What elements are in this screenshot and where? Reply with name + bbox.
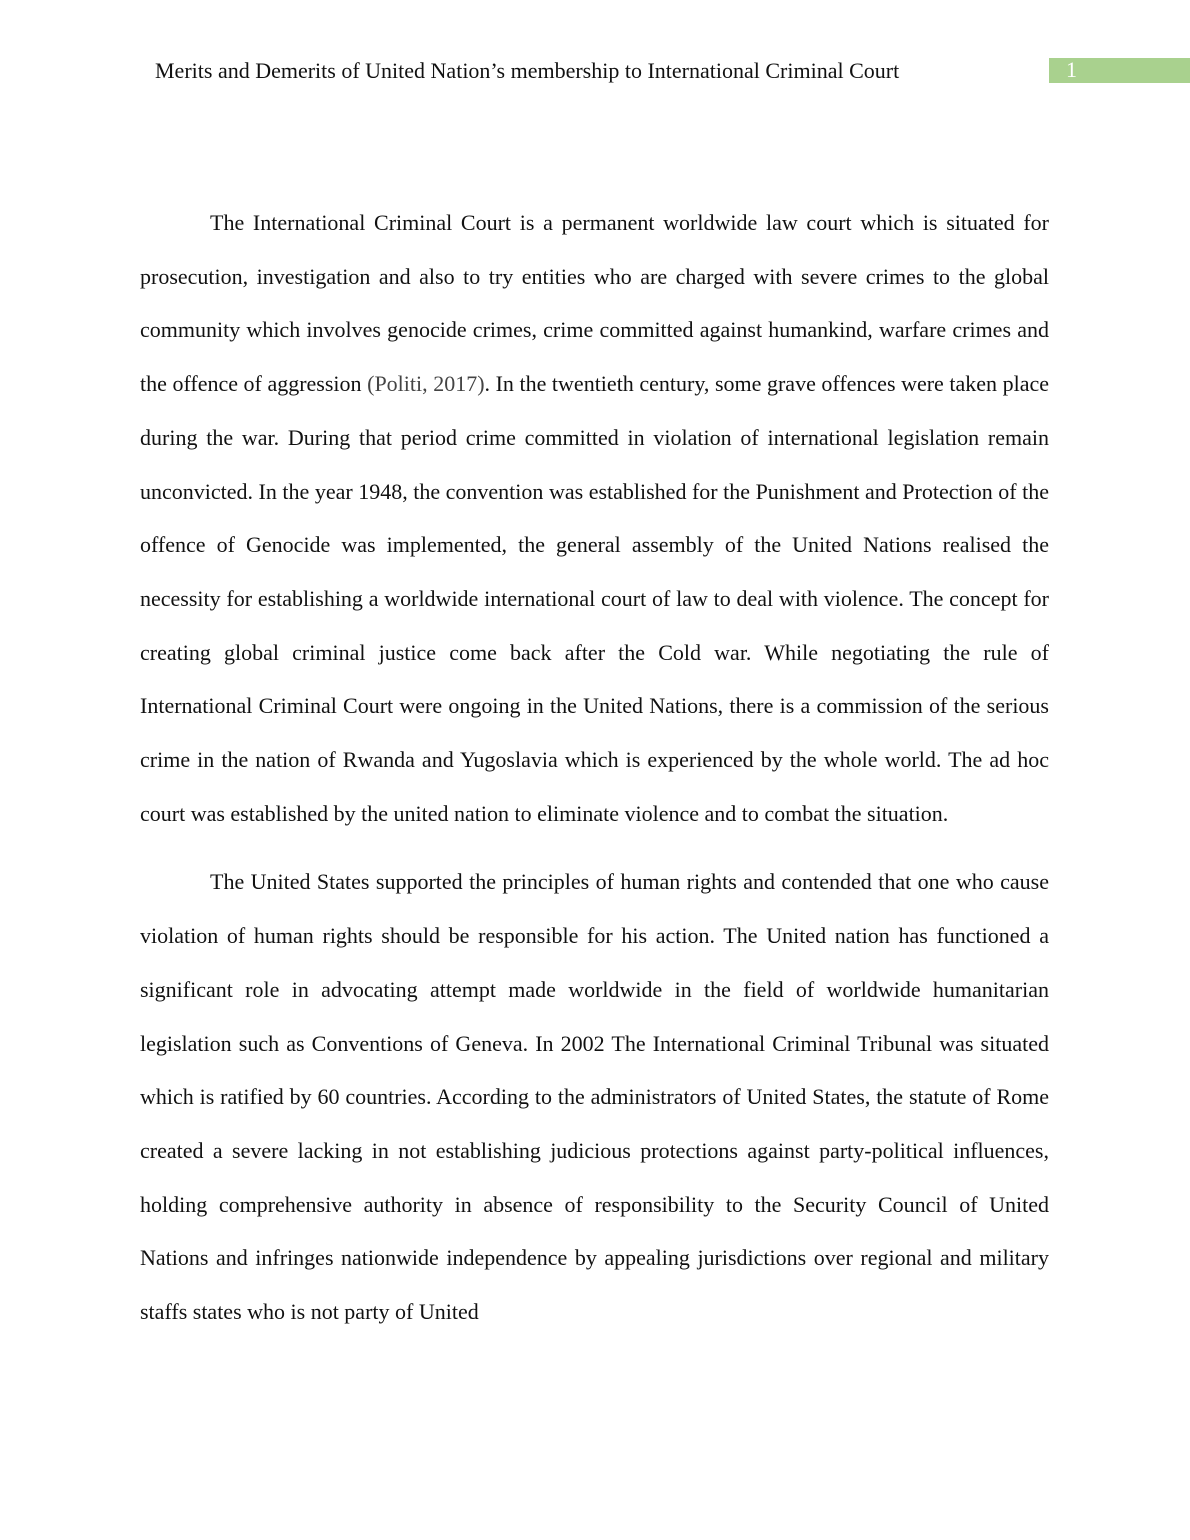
document-body [140,196,1049,1339]
paragraph-1-text-before-citation: The International Criminal Court is a permanent worldwide law court which is situated for prosecution, investigation and also to try entities who are charged with severe crimes to the global community which involves genocide crimes, crime committed against humankind, warfare crimes and the offence of aggression [140,210,1049,397]
paragraph-1-text-after-citation: . In the twentieth century, some grave offences were taken place during the war. During that period crime committed in violation of international legislation remain unconvicted. In the year 1948, the convention was established for the Punishment and Protection of the offence of Genocide was implemented, the general assembly of the United Nations realised the necessity for establishing a worldwide international court of law to deal with violence. The concept for creating global criminal justice come back after the Cold war. While negotiating the rule of International Criminal Court were ongoing in the United Nations, there is a commission of the serious crime in the nation of Rwanda and Yugoslavia which is experienced by the whole world. The ad hoc court was established by the united nation to eliminate violence and to combat the situation. [140,371,1050,826]
paragraph-2-text: The United States supported the principles of human rights and contended that one who cause violation of human rights should be responsible for his action. The United nation has functioned a significant role in advocating attempt made worldwide in the field of worldwide humanitarian legislation such as Conventions of Geneva. In 2002 The International Criminal Tribunal was situated which is ratified by 60 countries. According to the administrators of United States, the statute of Rome created a severe lacking in not establishing judicious protections against party-political influences, holding comprehensive authority in absence of responsibility to the Security Council of United Nations and infringes nationwide independence by appealing jurisdictions over regional and military staffs states who is not party of United [140,869,1049,1325]
page-number: 1 [1066,57,1077,82]
paragraph-1 [140,196,1049,840]
page-header-title: Merits and Demerits of United Nation’s membership to International Criminal Court [155,58,900,83]
page-number-badge [1049,58,1190,83]
citation-politi-2017: (Politi, 2017) [367,371,485,397]
paragraph-2 [140,855,1049,1338]
